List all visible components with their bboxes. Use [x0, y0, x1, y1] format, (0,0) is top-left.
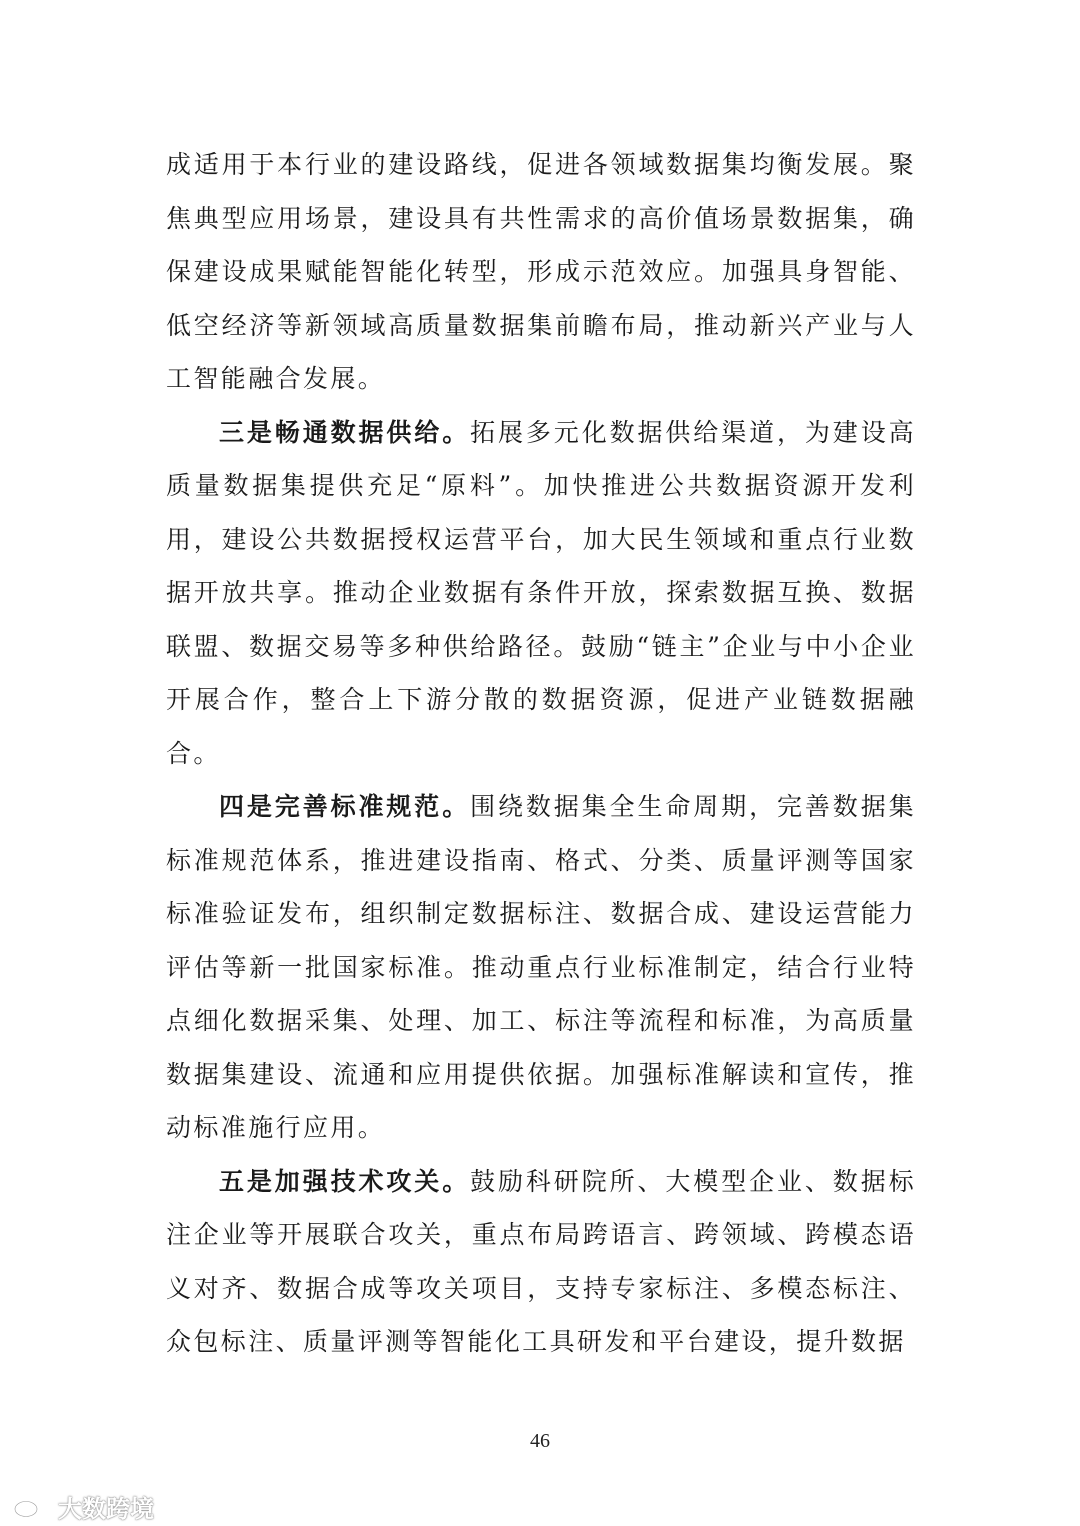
body-text	[166, 138, 916, 1369]
paragraph-standards	[166, 780, 916, 1155]
page-number: 46	[530, 1430, 550, 1452]
paragraph-lead-heading: 三是畅通数据供给。	[219, 417, 471, 447]
paragraph-lead-heading: 四是完善标准规范。	[219, 792, 471, 821]
paragraph-lead-heading: 五是加强技术攻关。	[219, 1166, 471, 1196]
paragraph-data-supply	[166, 406, 916, 781]
paragraph-text: 成适用于本行业的建设路线，促进各领域数据集均衡发展。聚焦典型应用场景，建设具有共性需求的高价值场景数据集，确保建设成果赋能智能化转型，形成示范效应。加强具身智能、低空经济等新领域高质量数据集前瞻布局，推动新兴产业与人工智能融合发展。	[166, 150, 916, 393]
paragraph-text: 围绕数据集全生命周期，完善数据集标准规范体系，推进建设指南、格式、分类、质量评测等国家标准验证发布，组织制定数据标注、数据合成、建设运营能力评估等新一批国家标准。推动重点行业标准制定，结合行业特点细化数据采集、处理、加工、标注等流程和标准，为高质量数据集建设、流通和应用提供依据。加强标准解读和宣传，推动标准施行应用。	[166, 792, 917, 1142]
weibo-style-logo-icon	[12, 1495, 52, 1519]
paragraph-tech-research	[166, 1155, 916, 1369]
paragraph-text: 拓展多元化数据供给渠道，为建设高质量数据集提供充足“原料”。加快推进公共数据资源开发利用，建设公共数据授权运营平台，加大民生领域和重点行业数据开放共享。推动企业数据有条件开放，探索数据互换、数据联盟、数据交易等多种供给路径。鼓励“链主”企业与中小企业开展合作，整合上下游分散的数据资源，促进产业链数据融合。	[166, 417, 917, 768]
watermark-label: 大数跨境	[58, 1495, 154, 1523]
watermark	[12, 1489, 154, 1524]
paragraph-continuation	[166, 138, 916, 406]
paragraph-text: 鼓励科研院所、大模型企业、数据标注企业等开展联合攻关，重点布局跨语言、跨领域、跨模态语义对齐、数据合成等攻关项目，支持专家标注、多模态标注、众包标注、质量评测等智能化工具研发和平台建设，提升数据	[166, 1166, 917, 1356]
